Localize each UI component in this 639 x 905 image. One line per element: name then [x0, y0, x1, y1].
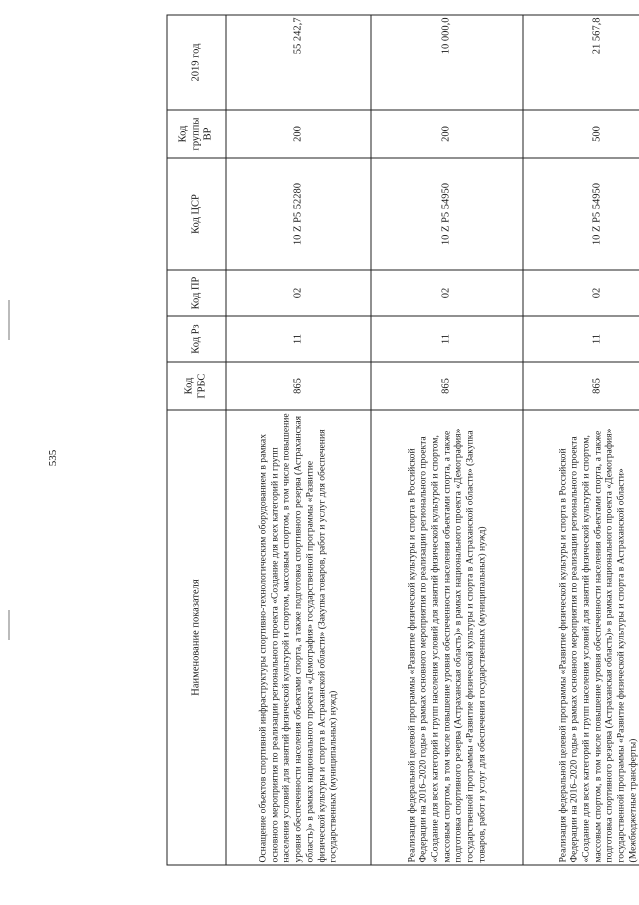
- table-row: [226, 15, 371, 865]
- scan-edge-mark: [8, 300, 10, 340]
- header-year: 2019 год: [167, 15, 226, 110]
- row-grbs: 865: [523, 362, 639, 410]
- header-pr: Код ПР: [167, 270, 226, 316]
- header-grbs: Код ГРБС: [167, 362, 226, 410]
- header-rz: Код Рз: [167, 316, 226, 362]
- row-pr: 02: [523, 270, 639, 316]
- row-amount: 21 567,8: [523, 15, 639, 110]
- row-name: Реализация федеральной целевой программы «Развитие физической культуры и спорта в Российской Федерации на 2016–2020 годы» в рамках основного мероприятия по реализации регионального проекта «Создание для всех категорий и групп населения условий для занятий физической культурой и спортом, массовым спортом, в том числе повышение уровня обеспеченности населения объектами спорта, а также подготовка спортивного резерва (Астраханская область)» в рамках национального проекта «Демография» государственной программы «Развитие физической культуры и спорта в Астраханской области» (Закупка товаров, работ и услуг для обеспечения государственных (муниципальных) нужд): [371, 410, 523, 865]
- row-vr: 200: [226, 110, 371, 158]
- row-pr: 02: [371, 270, 523, 316]
- budget-table: [167, 15, 639, 866]
- header-vr: Код группы ВР: [167, 110, 226, 158]
- row-name: Реализация федеральной целевой программы «Развитие физической культуры и спорта в Российской Федерации на 2016–2020 годы» в рамках основного мероприятия по реализации регионального проекта «Создание для всех категорий и групп населения условий для занятий физической культурой и спортом, массовым спортом, в том числе повышение уровня обеспеченности населения объектами спорта, а также подготовка спортивного резерва (Астраханская область)» в рамках национального проекта «Демография» государственной программы «Развитие физической культуры и спорта в Астраханской области» (Межбюджетные трансферты): [523, 410, 639, 865]
- header-name: Наименование показателя: [167, 410, 226, 865]
- row-pr: 02: [226, 270, 371, 316]
- row-csr: 10 Z P5 54950: [523, 158, 639, 270]
- row-csr: 10 Z P5 54950: [371, 158, 523, 270]
- rotated-table-container: [167, 16, 639, 866]
- header-csr: Код ЦСР: [167, 158, 226, 270]
- row-rz: 11: [371, 316, 523, 362]
- page-number: 535: [47, 449, 59, 467]
- scan-edge-mark: [8, 610, 10, 640]
- row-amount: 10 000,0: [371, 15, 523, 110]
- table-header-row: [167, 15, 226, 865]
- row-vr: 200: [371, 110, 523, 158]
- row-amount: 55 242,7: [226, 15, 371, 110]
- row-csr: 10 Z P5 52280: [226, 158, 371, 270]
- row-grbs: 865: [226, 362, 371, 410]
- row-rz: 11: [523, 316, 639, 362]
- row-vr: 500: [523, 110, 639, 158]
- table-row: [371, 15, 523, 865]
- row-name: Оснащение объектов спортивной инфраструктуры спортивно-технологическим оборудованием в рамках основного мероприятия по реализации регионального проекта «Создание для всех категорий и групп населения условий для занятий физической культурой и спортом, массовым спортом, в том числе повышение уровня обеспеченности населения объектами спорта, а также подготовка спортивного резерва (Астраханская область)» в рамках национального проекта «Демография» государственной программы «Развитие физической культуры и спорта в Астраханской области» (Закупка товаров, работ и услуг для обеспечения государственных (муниципальных) нужд): [226, 410, 371, 865]
- row-grbs: 865: [371, 362, 523, 410]
- table-row: [523, 15, 639, 865]
- row-rz: 11: [226, 316, 371, 362]
